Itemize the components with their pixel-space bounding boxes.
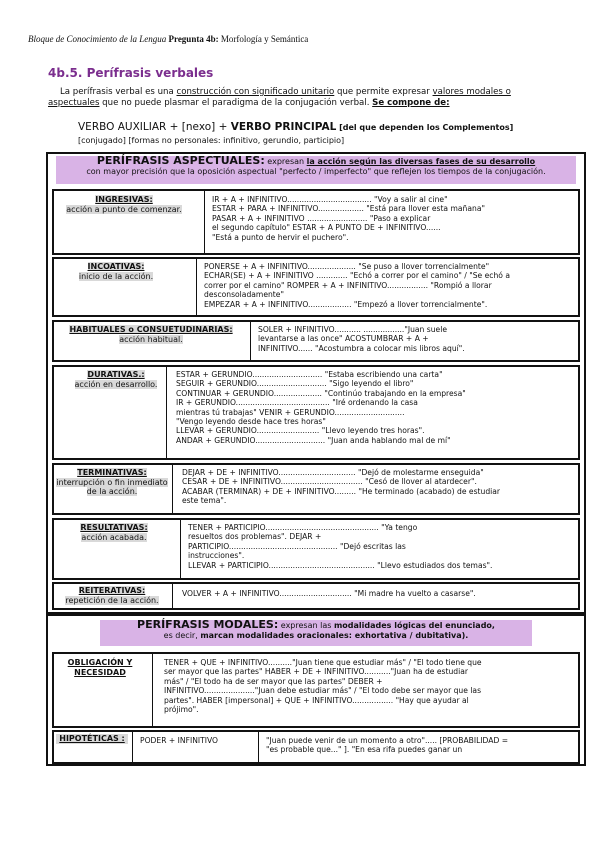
divider (166, 366, 167, 459)
row-content: PONERSE + A + INFINITIVO.................... "Se puso a llover torrencialmente" ECHAR(SE) + A + INFINITIVO ............. "Echó a correr por el camino" / "Se echó a correr por el camino" ROMPER + A + INFINITIVO................. "Rompió a llorar desconsoladamente" EMPEZAR + A + INFINITIVO.................. "Empezó a llover torrencialmente". (204, 262, 510, 309)
intro-underline: valores modales o aspectuales (48, 87, 511, 108)
aspectuales-band (56, 156, 576, 184)
row-title: DURATIVAS.: (87, 370, 145, 379)
row-label (56, 468, 168, 497)
modales-band (100, 620, 532, 646)
header-rest: Morfología y Semántica (220, 34, 309, 44)
row-desc: acción acabada. (81, 532, 147, 542)
aspectuales-text: la acción según las diversas fases de su desarrollo (306, 157, 536, 166)
intro-underline: Se compone de: (372, 98, 450, 108)
row-label (56, 262, 176, 281)
section-title: 4b.5. Perífrasis verbales (48, 66, 214, 80)
formula-forms: [conjugado] [formas no personales: infinitivo, gerundio, participio] (78, 136, 345, 145)
intro-underline: construcción con significado unitario (176, 87, 335, 97)
row-content: "Juan puede venir de un momento a otro"..... [PROBABILIDAD = "es probable que..." ]. "En esa rifa puedes ganar un (266, 736, 509, 755)
divider (172, 464, 173, 514)
formula-note: [del que dependen los Complementos] (336, 123, 514, 132)
divider (250, 321, 251, 361)
row-title: HIPOTÉTICAS : (56, 734, 128, 744)
row-label (56, 523, 172, 542)
row-content: TENER + QUE + INFINITIVO.........."Juan tiene que estudiar más" / "El todo tiene que ser mayor que las partes" HABER + DE + INFINITIVO..........."Juan ha de estudiar más" / "El todo ha de ser mayor que las partes" DEBER + INFINITIVO....................."Juan debe estudiar más" / "El todo debe ser mayor que las partes". HABER [impersonal] + QUE + INFINITIVO................. "Hay que ayudar al prójimo". (164, 658, 482, 715)
row-title: INCOATIVAS: (87, 262, 145, 271)
aspectuales-title: PERÍFRASIS ASPECTUALES: (96, 154, 265, 167)
row-desc: acción habitual. (119, 334, 183, 344)
divider (204, 190, 205, 254)
row-title: OBLIGACIÓN Y NECESIDAD (67, 658, 133, 677)
intro-text: que permite expresar (334, 87, 433, 97)
row-label (58, 325, 244, 344)
modales-text: modalidades lógicas del enunciado, (333, 621, 495, 630)
row-title: HABITUALES o CONSUETUDINARIAS: (69, 325, 233, 334)
row-content: SOLER + INFINITIVO........... ................."Juan suele levantarse a las once" ACOSTUMBRAR + A + INFINITIVO...... "Acostumbra a colocar mis libros aquí". (258, 325, 465, 353)
row-left: PODER + INFINITIVO (140, 736, 219, 745)
formula-aux: VERBO AUXILIAR + [nexo] + (78, 121, 231, 133)
divider (258, 731, 259, 763)
modales-title: PERÍFRASIS MODALES: (137, 618, 279, 631)
modales-text: es decir, (163, 631, 201, 640)
row-desc: acción a punto de comenzar. (66, 204, 182, 214)
row-content: VOLVER + A + INFINITIVO.............................. "Mi madre ha vuelto a casarse". (182, 589, 476, 598)
row-title: REITERATIVAS: (78, 586, 146, 595)
row-content: IR + A + INFINITIVO................................... "Voy a salir al cine" ESTAR + PARA + INFINITIVO................... "Está para llover esta mañana" PASAR + A + INFINITIVO ......................... "Paso a explicar el segundo capítulo" ESTAR + A PUNTO DE + INFINITIVO...... "Está a punto de hervir el puchero". (212, 195, 485, 242)
divider (196, 258, 197, 316)
row-label (56, 195, 192, 214)
structure-formula (78, 121, 548, 147)
intro-text: que no puede plasmar el paradigma de la conjugación verbal. (99, 98, 373, 108)
row-title: TERMINATIVAS: (77, 468, 147, 477)
row-content: TENER + PARTICIPIO............................................... "Ya tengo resueltos dos problemas". DEJAR + PARTICIPIO............................................. "Dejó escritas las instrucciones". LLEVAR + PARTICIPIO............................................ "Llevo estudiados dos temas". (188, 523, 493, 570)
row-label (56, 370, 176, 389)
modales-text: expresan las (278, 621, 334, 630)
divider (132, 731, 133, 763)
row-content: DEJAR + DE + INFINITIVO................................ "Dejó de molestarme enseguida" CESAR + DE + INFINITIVO.................................. "Cesó de llover al atardecer". ACABAR (TERMINAR) + DE + INFINITIVO......... "He terminado (acabado) de estudiar este tema". (182, 468, 501, 506)
intro-text: La perífrasis verbal es una (60, 87, 177, 97)
row-desc: repetición de la acción. (65, 595, 159, 605)
divider (152, 653, 153, 727)
divider (172, 583, 173, 609)
intro-paragraph (48, 87, 558, 109)
running-header (28, 34, 308, 44)
aspectuales-text: con mayor precisión que la oposición aspectual "perfecto / imperfecto" que reflejen los tiempos de la conjugación. (86, 167, 546, 176)
formula-principal: VERBO PRINCIPAL (230, 121, 337, 133)
row-label (56, 586, 168, 605)
aspectuales-text: expresan (264, 157, 307, 166)
row-content: ESTAR + GERUNDIO............................. "Estaba escribiendo una carta" SEGUIR + GERUNDIO............................. "Sigo leyendo el libro" CONTINUAR + GERUNDIO.................... "Continúo trabajando en la empresa" IR + GERUNDIO....................................... "Iré ordenando la casa mientras tú trabajas" VENIR + GERUNDIO............................. "Vengo leyendo desde hace tres horas" LLEVAR + GERUNDIO.......................... "Llevo leyendo tres horas". ANDAR + GERUNDIO............................. "Juan anda hablando mal de mí" (176, 370, 466, 445)
row-desc: interrupción o fin inmediato de la acción. (56, 477, 168, 496)
row-desc: acción en desarrollo. (74, 379, 158, 389)
header-bold: Pregunta 4b: (168, 34, 219, 44)
divider (180, 519, 181, 579)
modales-text: marcan modalidades oracionales: exhortativa / dubitativa). (200, 631, 469, 640)
row-title: RESULTATIVAS: (80, 523, 148, 532)
row-desc: inicio de la acción. (78, 271, 154, 281)
row-title: INGRESIVAS: (95, 195, 153, 204)
header-italic: Bloque de Conocimiento de la Lengua (28, 34, 167, 44)
